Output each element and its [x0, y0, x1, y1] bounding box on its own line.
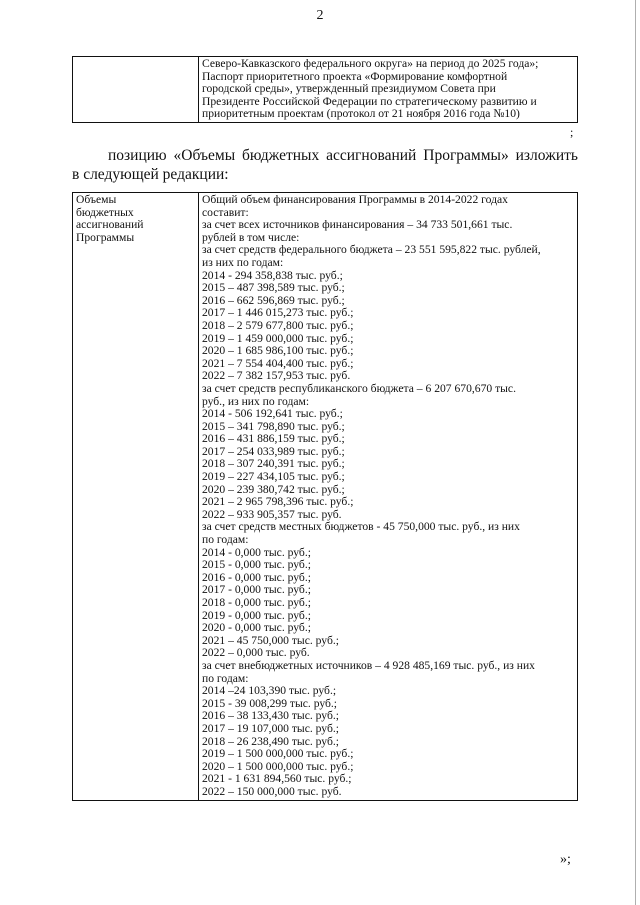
table-row [73, 193, 578, 801]
budget-line: 2017 – 254 033,989 тыс. руб.; [202, 444, 345, 458]
top-table-line: Президенте Российской Федерации по стратегическому развитию и [202, 94, 537, 108]
budget-label-cell [73, 193, 199, 801]
budget-line: 2022 – 0,000 тыс. руб. [202, 646, 310, 660]
label-line: Программы [76, 230, 135, 244]
budget-line: 2014 –24 103,390 тыс. руб.; [202, 684, 337, 698]
table-row [73, 57, 578, 123]
top-table-line: Паспорт приоритетного проекта «Формирование комфортной [202, 69, 508, 83]
budget-line: 2019 – 1 500 000,000 тыс. руб.; [202, 747, 354, 761]
budget-line: Общий объем финансирования Программы в 2014-2022 годах [202, 193, 508, 206]
label-line: бюджетных [76, 205, 134, 219]
budget-line: 2015 - 39 008,299 тыс. руб.; [202, 696, 338, 710]
budget-line: за счет средств федерального бюджета – 23 551 595,822 тыс. рублей, [202, 243, 541, 257]
budget-line: 2018 – 2 579 677,800 тыс. руб.; [202, 318, 354, 332]
budget-line: за счет средств республиканского бюджета – 6 207 670,670 тыс. [202, 381, 516, 395]
budget-line: 2018 – 307 240,391 тыс. руб.; [202, 457, 345, 471]
budget-line: 2020 - 0,000 тыс. руб.; [202, 621, 311, 635]
top-table-line: Северо-Кавказского федерального округа» на период до 2025 года»; [202, 57, 539, 70]
label-line: Объемы [76, 193, 117, 206]
budget-line: 2014 - 294 358,838 тыс. руб.; [202, 268, 343, 282]
budget-line: 2020 – 239 380,742 тыс. руб.; [202, 482, 345, 496]
budget-line: 2022 – 7 382 157,953 тыс. руб. [202, 369, 351, 383]
budget-line: за счет внебюджетных источников – 4 928 485,169 тыс. руб., из них [202, 658, 535, 672]
budget-table [72, 192, 578, 801]
intro-line-1: позицию «Объемы бюджетных ассигнований Программы» изложить [108, 147, 578, 164]
budget-line: за счет всех источников финансирования – 34 733 501,661 тыс. [202, 218, 513, 232]
budget-line: 2016 – 38 133,430 тыс. руб.; [202, 709, 339, 723]
budget-line: 2016 - 0,000 тыс. руб.; [202, 570, 311, 584]
budget-line: 2020 – 1 685 986,100 тыс. руб.; [202, 344, 354, 358]
intro-line-2: в следующей редакции: [72, 166, 229, 183]
budget-line: 2015 - 0,000 тыс. руб.; [202, 558, 311, 572]
budget-line: 2014 - 506 192,641 тыс. руб.; [202, 407, 343, 421]
budget-line: 2021 – 45 750,000 тыс. руб.; [202, 633, 339, 647]
budget-line: из них по годам: [202, 255, 284, 269]
top-table-line: приоритетным проектам (протокол от 21 ноября 2016 года №10) [202, 107, 520, 121]
budget-line: 2017 - 0,000 тыс. руб.; [202, 583, 311, 597]
top-table-line: городской среды», утвержденный президиумом Совета при [202, 82, 496, 96]
budget-line: составит: [202, 205, 249, 219]
top-table-label-cell [73, 57, 199, 123]
top-table-content-cell [199, 57, 578, 123]
budget-line: 2020 – 1 500 000,000 тыс. руб.; [202, 759, 354, 773]
budget-line: 2019 - 0,000 тыс. руб.; [202, 608, 311, 622]
top-table [72, 56, 578, 123]
budget-line: 2018 - 0,000 тыс. руб.; [202, 596, 311, 609]
budget-line: по годам: [202, 533, 249, 547]
budget-line: 2015 – 341 798,890 тыс. руб.; [202, 419, 345, 433]
budget-line: 2018 – 26 238,490 тыс. руб.; [202, 734, 339, 748]
budget-line: 2022 – 933 905,357 тыс. руб. [202, 507, 342, 521]
budget-line: 2021 – 2 965 798,396 тыс. руб.; [202, 495, 354, 509]
intro-paragraph [72, 146, 578, 184]
scan-edge-line [635, 0, 636, 905]
label-line: ассигнований [76, 218, 144, 232]
budget-line: руб., из них по годам: [202, 394, 310, 408]
budget-line: по годам: [202, 671, 249, 685]
page-number: 2 [316, 8, 324, 23]
budget-line: 2019 – 227 434,105 тыс. руб.; [202, 470, 345, 484]
budget-line: 2021 – 7 554 404,400 тыс. руб.; [202, 356, 354, 370]
semicolon-mark: ; [570, 125, 574, 139]
budget-line: 2015 – 487 398,589 тыс. руб.; [202, 281, 345, 295]
budget-line: 2016 – 431 886,159 тыс. руб.; [202, 432, 345, 446]
budget-line: 2014 - 0,000 тыс. руб.; [202, 545, 311, 559]
budget-line: рублей в том числе: [202, 230, 300, 244]
budget-line: 2021 - 1 631 894,560 тыс. руб.; [202, 772, 352, 786]
budget-line: 2022 – 150 000,000 тыс. руб. [202, 784, 342, 798]
closing-quote-mark: »; [560, 852, 571, 867]
budget-line: 2016 – 662 596,869 тыс. руб.; [202, 293, 345, 307]
budget-line: 2017 – 1 446 015,273 тыс. руб.; [202, 306, 354, 320]
budget-line: 2019 – 1 459 000,000 тыс. руб.; [202, 331, 354, 345]
budget-content-cell [199, 193, 578, 801]
budget-line: 2017 – 19 107,000 тыс. руб.; [202, 721, 339, 735]
budget-line: за счет средств местных бюджетов - 45 750,000 тыс. руб., из них [202, 520, 520, 534]
